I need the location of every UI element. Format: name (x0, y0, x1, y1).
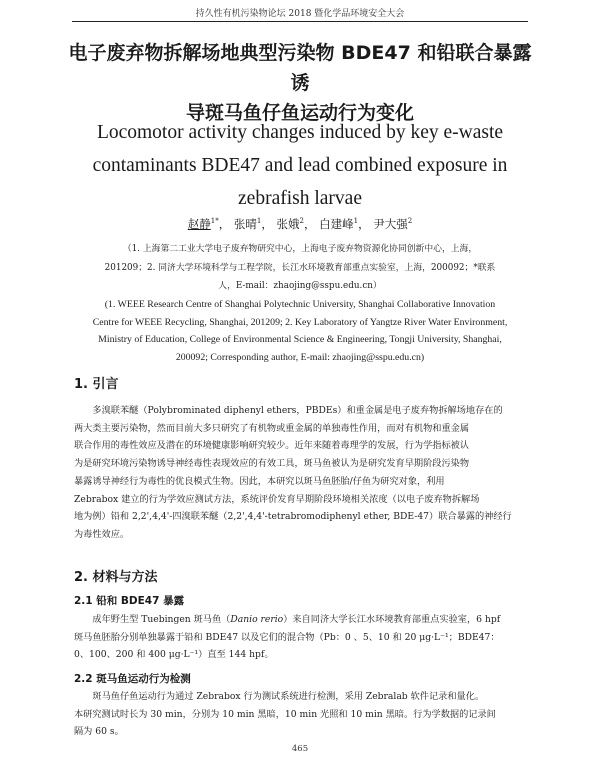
exposure-paragraph (74, 611, 530, 664)
introduction-paragraph (74, 402, 530, 544)
affil-cn-line: 人，E-mail：zhaojing@sspu.edu.cn） (218, 281, 382, 291)
author-name: 白建峰 (319, 217, 354, 231)
subsection-heading-exposure: 2.1 铅和 BDE47 暴露 (74, 595, 185, 607)
author-name: 张晴 (233, 217, 257, 231)
title-en-line: contaminants BDE47 and lead combined exposure in (92, 155, 508, 176)
title-cn-line: 导斑马鱼仔鱼运动行为变化 (185, 102, 414, 124)
section-heading-introduction: 1. 引言 (74, 377, 119, 392)
paragraph-line: 0、100、200 和 400 μg·L⁻¹）直至 144 hpf。 (74, 649, 274, 661)
section-heading-methods: 2. 材料与方法 (74, 570, 158, 585)
title-cn-line: 电子废弃物拆解场地典型污染物 BDE47 和铅联合暴露诱 (68, 42, 532, 94)
author-name: 尹大强 (373, 217, 408, 231)
affil-cn-line: （1. 上海第二工业大学电子废弃物研究中心，上海电子废弃物资源化协同创新中心，上海， (122, 244, 478, 254)
title-en-line: Locomotor activity changes induced by key e-waste (96, 122, 504, 143)
paragraph-line: 斑马鱼胚胎分别单独暴露于铅和 BDE47 以及它们的混合物（Pb：0 、5、10 和 20 μg·L⁻¹；BDE47： (74, 631, 500, 643)
affiliation-english (72, 296, 528, 366)
paragraph-line: 为毒性效应。 (74, 528, 130, 540)
locomotion-paragraph (74, 688, 530, 741)
header-rule (72, 21, 528, 22)
author-mark: 1* (210, 217, 219, 226)
affiliation-chinese (84, 240, 516, 296)
affil-en-line: 200092; Corresponding author, E-mail: zhaojing@sspu.edu.cn) (175, 351, 425, 363)
paragraph-line: 联合作用的毒性效应及潜在的环境健康影响研究较少。近年来随着毒理学的发展，行为学指标被认 (74, 440, 470, 452)
paragraph-line: 本研究测试时长为 30 min，分别为 10 min 黑暗，10 min 光照和 10 min 黑暗。行为学数据的记录间 (74, 708, 496, 720)
text-run: 成年野生型 Tuebingen 斑马鱼（ (92, 614, 231, 625)
title-english (60, 116, 540, 215)
page-number: 465 (291, 744, 309, 754)
paragraph-line: 隔为 60 s。 (74, 726, 124, 738)
text-run: ）来自同济大学长江水环境教育部重点实验室，6 hpf (283, 614, 501, 625)
affil-en-line: Ministry of Education, College of Environmental Science & Engineering, Tongji University, Shanghai, (98, 334, 502, 345)
author-list: 赵静$^{1*}$， 张晴$^1$， 张娥$^2$， 白建峰$^1$， 尹大强$^2$ (187, 217, 413, 231)
paragraph-line: 斑马鱼仔鱼运动行为通过 Zebrabox 行为测试系统进行检测，采用 Zebralab 软件记录和量化。 (92, 691, 485, 702)
author-name: 张娥 (276, 217, 300, 231)
title-en-line: zebrafish larvae (238, 188, 362, 209)
paragraph-line: Zebrabox 建立的行为学效应测试方法，系统评价发育早期阶段环境相关浓度（以电子废弃物拆解场 (74, 493, 480, 505)
paragraph-line (74, 611, 530, 629)
title-chinese (60, 38, 540, 128)
paragraph-line: 地为例）铅和 2,2',4,4'-四溴联苯醚（2,2',4,4'-tetrabromodiphenyl ether, BDE-47）联合暴露的神经行 (74, 511, 512, 523)
paragraph-line: 暴露诱导神经行为毒性的优良模式生物。因此，本研究以斑马鱼胚胎/仔鱼为研究对象，利用 (74, 475, 445, 487)
author-mark: 1 (353, 217, 359, 226)
paragraph-line: 两大类主要污染物，然而目前大多只研究了有机物或重金属的单独毒性作用，而对有机物和重金属 (74, 422, 470, 434)
affil-en-line: (1. WEEE Research Centre of Shanghai Polytechnic University, Shanghai Collaborative Innovation (104, 299, 496, 310)
author-mark: 2 (299, 217, 304, 226)
subsection-heading-locomotion: 2.2 斑马鱼运动行为检测 (74, 673, 191, 685)
affil-cn-line: 201209；2. 同济大学环境科学与工程学院，长江水环境教育部重点实验室，上海，200092；*联系 (104, 262, 496, 273)
author-name: 赵静 (187, 217, 211, 231)
paragraph-line: 为是研究环境污染物诱导神经毒性表现效应的有效工具，斑马鱼被认为是研究发育早期阶段污染物 (74, 458, 470, 470)
author-mark: 1 (256, 217, 262, 226)
author-mark: 2 (407, 217, 413, 226)
species-name: Danio rerio (230, 614, 284, 625)
running-header: 持久性有机污染物论坛 2018 暨化学品环境安全大会 (195, 9, 405, 19)
affil-en-line: Centre for WEEE Recycling, Shanghai, 201209; 2. Key Laboratory of Yangtze River Water Environment, (92, 316, 508, 328)
paragraph-line: 多溴联苯醚（Polybrominated diphenyl ethers，PBDEs）和重金属是电子废弃物拆解场地存在的 (92, 405, 503, 416)
